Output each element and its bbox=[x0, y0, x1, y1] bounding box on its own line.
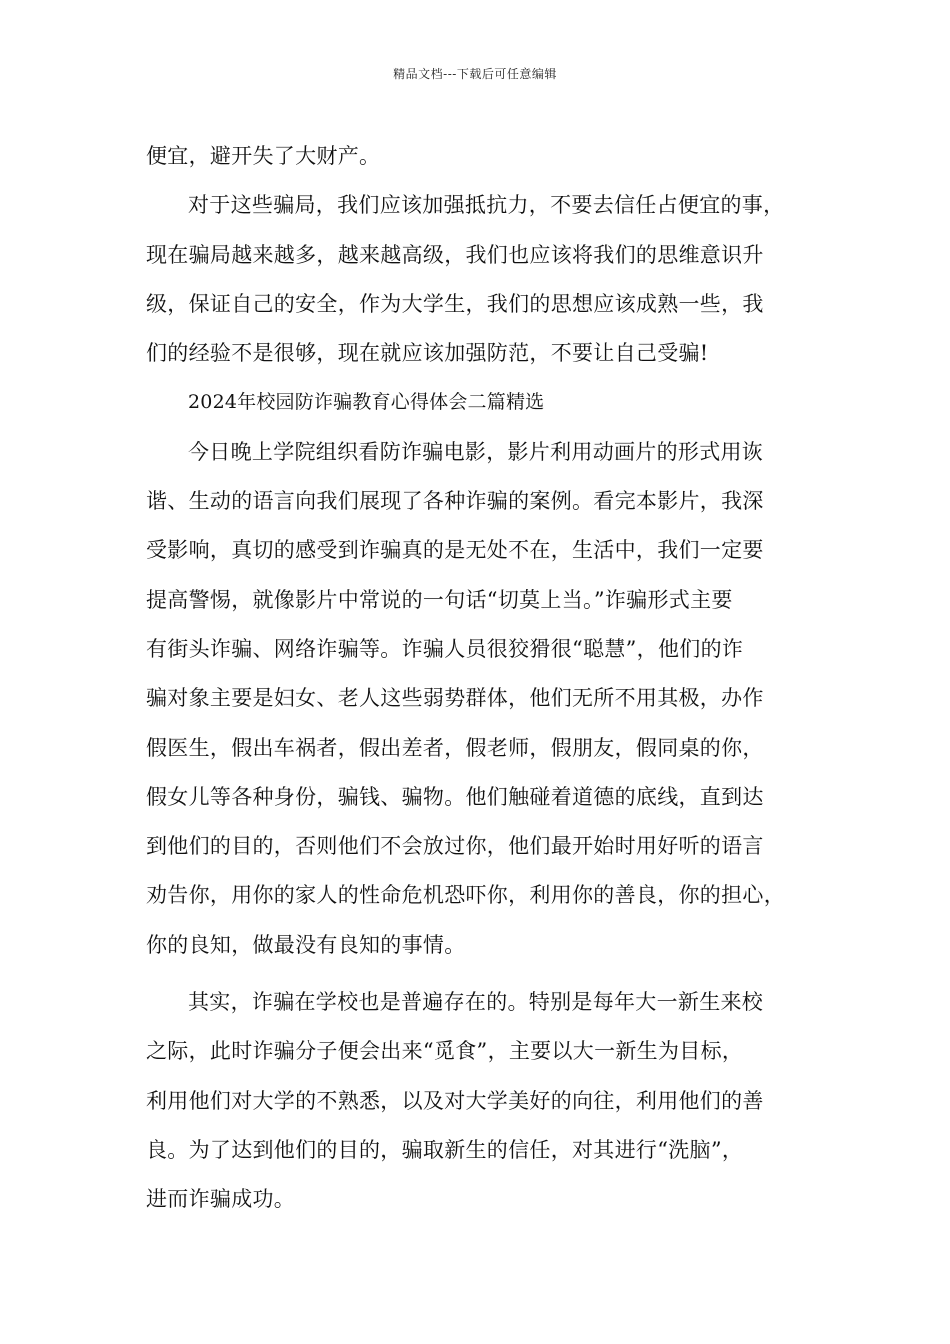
paragraph-line: 进而诈骗成功。 bbox=[146, 1187, 296, 1212]
section-heading: 2024年校园防诈骗教育心得体会二篇精选 bbox=[188, 391, 545, 414]
paragraph-line: 利用他们对大学的不熟悉，以及对大学美好的向往，利用他们的善 bbox=[146, 1088, 764, 1113]
paragraph-line: 到他们的目的，否则他们不会放过你，他们最开始时用好听的语言 bbox=[146, 834, 764, 859]
paragraph-line: 良。为了达到他们的目的，骗取新生的信任，对其进行“洗脑”， bbox=[146, 1137, 744, 1162]
paragraph-line: 其实，诈骗在学校也是普遍存在的。特别是每年大一新生来校 bbox=[188, 990, 764, 1015]
paragraph-line: 有街头诈骗、网络诈骗等。诈骗人员很狡猾很“聪慧”，他们的诈 bbox=[146, 636, 744, 661]
paragraph-line: 今日晚上学院组织看防诈骗电影，影片利用动画片的形式用诙 bbox=[188, 439, 764, 464]
paragraph-line: 骗对象主要是妇女、老人这些弱势群体，他们无所不用其极，办作 bbox=[146, 686, 764, 711]
paragraph-line: 便宜，避开失了大财产。 bbox=[146, 144, 381, 168]
paragraph-line: 提高警惕，就像影片中常说的一句话“切莫上当。”诈骗形式主要 bbox=[146, 587, 733, 612]
paragraph-line: 假医生，假出车祸者，假出差者，假老师，假朋友，假同桌的你， bbox=[146, 735, 764, 760]
paragraph-line: 劝告你，用你的家人的性命危机恐吓你，利用你的善良，你的担心， bbox=[146, 883, 785, 908]
document-body bbox=[146, 132, 826, 1225]
paragraph-line: 们的经验不是很够，现在就应该加强防范，不要让自己受骗! bbox=[146, 341, 709, 366]
page-header: 精品文档---下载后可任意编辑 bbox=[393, 67, 557, 81]
paragraph-line: 你的良知，做最没有良知的事情。 bbox=[146, 932, 466, 957]
paragraph-line: 对于这些骗局，我们应该加强抵抗力，不要去信任占便宜的事， bbox=[188, 193, 785, 218]
paragraph-line: 之际，此时诈骗分子便会出来“觅食”，主要以大一新生为目标， bbox=[146, 1039, 744, 1064]
paragraph-line: 级，保证自己的安全，作为大学生，我们的思想应该成熟一些，我 bbox=[146, 291, 764, 316]
paragraph-line: 受影响，真切的感受到诈骗真的是无处不在，生活中，我们一定要 bbox=[146, 538, 764, 563]
paragraph-line: 假女儿等各种身份，骗钱、骗物。他们触碰着道德的底线，直到达 bbox=[146, 784, 764, 809]
paragraph-line: 现在骗局越来越多，越来越高级，我们也应该将我们的思维意识升 bbox=[146, 242, 764, 267]
paragraph-line: 谐、生动的语言向我们展现了各种诈骗的案例。看完本影片，我深 bbox=[146, 489, 764, 514]
